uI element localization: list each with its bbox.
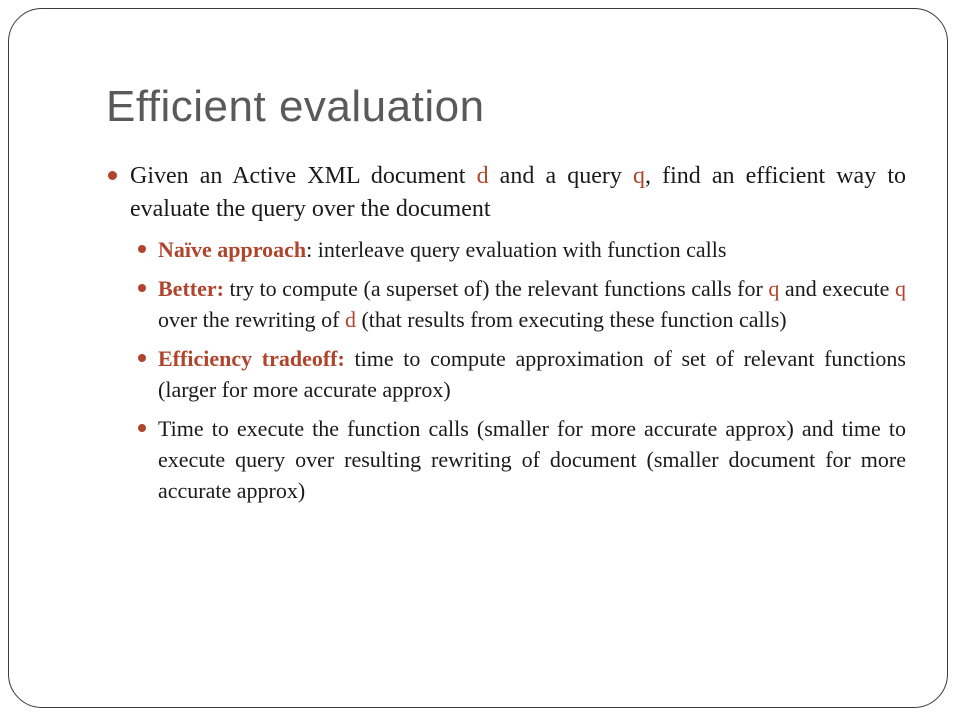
sub-bullet-text: try to compute (a superset of) the relevant functions calls for [223, 276, 769, 301]
query-variable: q [632, 163, 645, 189]
query-variable: q [895, 276, 906, 301]
bullet-main [106, 160, 906, 226]
sub-bullet-label: Better: [158, 276, 224, 301]
sub-bullet-text: (that results from executing these function calls) [355, 307, 787, 332]
doc-variable: d [344, 307, 356, 332]
bullet-text: Given an Active XML document [130, 163, 477, 189]
bullet-text: and a query [488, 163, 633, 189]
sub-bullet-tradeoff [136, 343, 906, 405]
round-bullet-icon [138, 245, 146, 253]
round-bullet-icon [108, 171, 117, 180]
sub-bullet-text: time to compute approximation of set of relevant functions (larger for more accurate approx) [158, 346, 906, 402]
sub-bullet-text: Time to execute the function calls (smaller for more accurate approx) and time to execute query over resulting rewriting of document (smaller document for more accurate approx) [158, 416, 906, 503]
doc-variable: d [476, 163, 489, 189]
sub-bullet-text: : interleave query evaluation with function calls [306, 237, 727, 262]
sub-bullet-better [136, 273, 906, 335]
sub-bullet-naive [136, 234, 906, 265]
bullet-text: , find an efficient way to evaluate the query over the document [130, 163, 906, 222]
round-bullet-icon [138, 424, 146, 432]
slide-content [106, 160, 906, 514]
query-variable: q [768, 276, 780, 301]
sub-bullet-time [136, 413, 906, 506]
sub-bullet-label: Efficiency tradeoff: [158, 346, 345, 371]
sub-bullet-text: over the rewriting of [158, 307, 345, 332]
round-bullet-icon [138, 354, 146, 362]
slide-title: Efficient evaluation [106, 82, 485, 131]
sub-bullet-text: and execute [779, 276, 895, 301]
sub-bullet-label: Naïve approach [158, 237, 307, 262]
round-bullet-icon [138, 284, 146, 292]
